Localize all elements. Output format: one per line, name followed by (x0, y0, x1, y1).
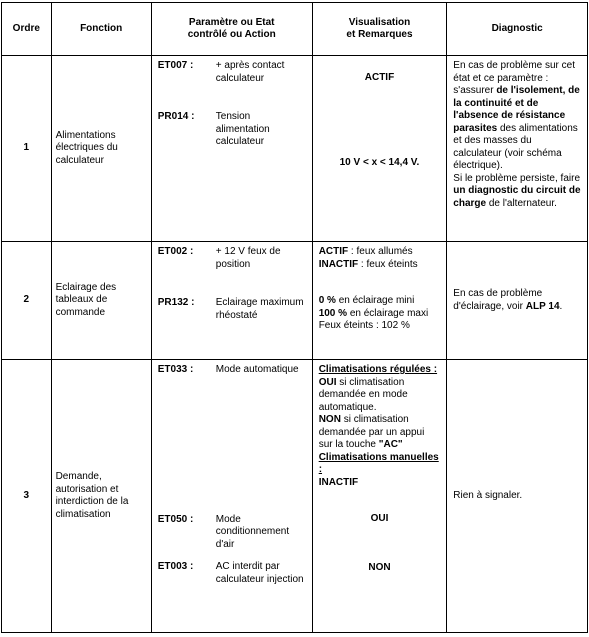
row-visualisation: ACTIF : feux allumés INACTIF : feux éteints 0 % en éclairage mini 100 % en éclairage maxi Feux éteints : 102 % (312, 242, 447, 360)
row-ordre: 2 (2, 242, 52, 360)
row-parametres (151, 242, 312, 360)
row-diagnostic: En cas de problème sur cet état et ce paramètre : s'assurer de l'isolement, de la continuité et de l'absence de résistance parasites des alimentations et des masses du calculateur (voir schéma électrique). Si le problème persiste, faire un diagnostic du circuit de charge de l'alternateur. (447, 56, 588, 242)
header-row (2, 3, 588, 56)
header-ordre: Ordre (2, 3, 52, 56)
row-fonction: Demande, autorisation et interdiction de la climatisation (51, 360, 151, 633)
row-diagnostic: Rien à signaler. (447, 360, 588, 633)
row-fonction: Alimentations électriques du calculateur (51, 56, 151, 242)
table-row (2, 242, 588, 360)
row-visualisation: ACTIF 10 V < x < 14,4 V. (312, 56, 447, 242)
row-ordre: 1 (2, 56, 52, 242)
header-diagnostic: Diagnostic (447, 3, 588, 56)
row-fonction: Eclairage des tableaux de commande (51, 242, 151, 360)
table-row (2, 360, 588, 633)
header-fonction: Fonction (51, 3, 151, 56)
header-visualisation: Visualisation et Remarques (312, 3, 447, 56)
param-item: ET033 : Mode automatique (157, 364, 299, 375)
row-parametres (151, 360, 312, 633)
diagnostic-table (1, 2, 588, 633)
header-parametre: Paramètre ou Etat contrôlé ou Action (151, 3, 312, 56)
row-diagnostic: En cas de problème d'éclairage, voir ALP 14. (447, 242, 588, 360)
row-visualisation: Climatisations régulées : OUI si climatisation demandée en mode automatique. NON si climatisation demandée par un appui sur la touche "AC" Climatisations manuelles : INACTIF OUI NON (312, 360, 447, 633)
row-ordre: 3 (2, 360, 52, 633)
row-parametres (151, 56, 312, 242)
table-row (2, 56, 588, 242)
param-item: ET002 : + 12 V feux de position (157, 246, 281, 270)
param-item: ET007 : + après contact calculateur (157, 60, 285, 84)
param-item: ET050 : Mode conditionnement d'air (157, 513, 290, 550)
param-item: ET003 : AC interdit par calculateur injection (157, 561, 304, 585)
param-item: PR014 : Tension alimentation calculateur (157, 111, 270, 147)
param-item: PR132 : Eclairage maximum rhéostaté (157, 297, 304, 321)
